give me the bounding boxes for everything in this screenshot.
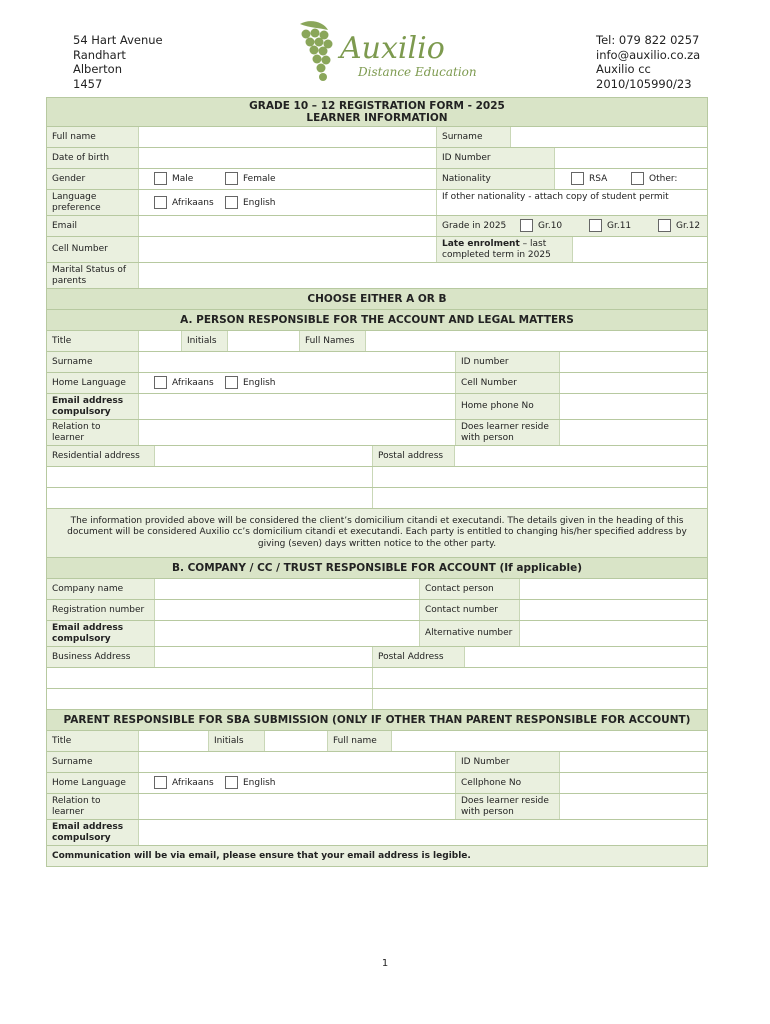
afrikaans-checkbox[interactable] (154, 196, 167, 209)
row-gender (46, 169, 708, 190)
row-a-address-2 (46, 467, 708, 488)
gender-label: Gender (47, 169, 139, 189)
female-label: Female (243, 174, 276, 184)
form-title-text: GRADE 10 – 12 REGISTRATION FORM - 2025 (249, 100, 505, 112)
b-postal-address-line3[interactable] (373, 689, 707, 709)
row-b-company (46, 579, 708, 600)
p-home-language-label: Home Language (47, 773, 139, 793)
a-full-names-field[interactable] (366, 331, 707, 351)
a-title-label: Title (47, 331, 139, 351)
other-nationality-checkbox[interactable] (631, 172, 644, 185)
registration-form (46, 97, 708, 867)
alternative-number-field[interactable] (520, 621, 707, 646)
residential-address-line2[interactable] (47, 467, 373, 487)
other-nationality-note: If other nationality - attach copy of student permit (442, 192, 669, 202)
postal-address-line2[interactable] (373, 467, 707, 487)
nationality-label: Nationality (437, 169, 555, 189)
grade-label (437, 216, 707, 236)
a-full-names-label: Full Names (300, 331, 366, 351)
contact-number-label: Contact number (420, 600, 520, 620)
domicilium-notice: The information provided above will be considered the client’s domicilium citandi et executandi. The details given in the heading of this document will be considered Auxilio cc’s domicilium citandi et executandi. Each party is entitled to changing his/her specified address by giving (seven) days written notice to the other party. (46, 509, 708, 558)
id-number-label: ID Number (437, 148, 555, 168)
registration-number-field[interactable] (155, 600, 420, 620)
company-name-label: Company name (47, 579, 155, 599)
marital-label-line: Marital Status of (52, 265, 127, 275)
row-email (46, 216, 708, 237)
a-email-label (47, 394, 139, 419)
language-options (139, 190, 437, 215)
address-line: Alberton (73, 62, 122, 76)
page-number: 1 (381, 958, 389, 969)
p-full-name-field[interactable] (392, 731, 707, 751)
a-relation-label (47, 420, 139, 445)
cell-number-field[interactable] (139, 237, 437, 262)
p-language-options (139, 773, 456, 793)
business-address-label: Business Address (47, 647, 155, 667)
residential-address-label: Residential address (47, 446, 155, 466)
surname-label: Surname (437, 127, 511, 147)
logo-tagline: Distance Education (358, 65, 477, 79)
a-relation-line: Relation to (52, 422, 101, 432)
row-marital (46, 263, 708, 289)
company-name-field[interactable] (155, 579, 420, 599)
contact-person-field[interactable] (520, 579, 707, 599)
logo-name: Auxilio (340, 31, 445, 66)
business-address-line2[interactable] (47, 668, 373, 688)
alternative-number-label: Alternative number (420, 621, 520, 646)
contact-email: info@auxilio.co.za (596, 47, 701, 62)
school-address (73, 33, 163, 91)
email-field[interactable] (139, 216, 437, 236)
female-checkbox[interactable] (225, 172, 238, 185)
row-dob (46, 148, 708, 169)
row-p-surname (46, 752, 708, 773)
language-label (47, 190, 139, 215)
form-subtitle: LEARNER INFORMATION (306, 112, 448, 124)
late-enrolment-line2: completed term in 2025 (442, 249, 551, 260)
row-a-address-3 (46, 488, 708, 509)
rsa-label: RSA (589, 174, 608, 184)
email-legibility-note: Communication will be via email, please ensure that your email address is legible. (46, 846, 708, 867)
a-cell-label: Cell Number (456, 373, 560, 393)
p-surname-field[interactable] (139, 752, 456, 772)
row-language (46, 190, 708, 216)
marital-status-field[interactable] (139, 263, 707, 288)
section-a-heading: A. PERSON RESPONSIBLE FOR THE ACCOUNT AND LEGAL MATTERS (46, 310, 708, 331)
afrikaans-label: Afrikaans (172, 198, 214, 208)
a-email-label-line: Email address (52, 396, 124, 406)
a-surname-field[interactable] (139, 352, 456, 372)
marital-status-label (47, 263, 139, 288)
dob-label: Date of birth (47, 148, 139, 168)
a-reside-label (456, 420, 560, 445)
b-postal-address-line2[interactable] (373, 668, 707, 688)
a-home-language-label: Home Language (47, 373, 139, 393)
business-address-field[interactable] (155, 647, 373, 667)
other-nationality-note-cell (437, 190, 707, 215)
a-reside-line: with person (461, 432, 514, 443)
a-language-options (139, 373, 456, 393)
p-english-checkbox[interactable] (225, 776, 238, 789)
a-initials-label: Initials (182, 331, 228, 351)
a-email-label-line: compulsory (52, 406, 111, 417)
english-checkbox[interactable] (225, 196, 238, 209)
residential-address-field[interactable] (155, 446, 373, 466)
nationality-options (555, 169, 707, 189)
b-email-field[interactable] (155, 621, 420, 646)
grade-10-label: Gr.10 (538, 221, 563, 231)
row-a-relation (46, 420, 708, 446)
marital-label-line: parents (52, 275, 87, 286)
p-relation-line: Relation to (52, 796, 101, 806)
residential-address-line3[interactable] (47, 488, 373, 508)
p-reside-line: with person (461, 806, 514, 817)
contact-person-label: Contact person (420, 579, 520, 599)
a-english-label: English (243, 378, 276, 388)
language-label-line: preference (52, 202, 101, 213)
p-email-label-line: compulsory (52, 832, 111, 843)
school-contact (596, 33, 700, 91)
grade-10-checkbox[interactable] (520, 219, 533, 232)
a-title-field[interactable] (139, 331, 182, 351)
a-home-phone-field[interactable] (560, 394, 707, 419)
b-email-label-line: compulsory (52, 633, 111, 644)
p-email-label (47, 820, 139, 845)
late-enrolment-rest: – last (519, 239, 547, 249)
a-initials-field[interactable] (228, 331, 300, 351)
p-relation-label (47, 794, 139, 819)
male-label: Male (172, 174, 194, 184)
full-name-field[interactable] (139, 127, 437, 147)
grade-11-checkbox[interactable] (589, 219, 602, 232)
p-id-field[interactable] (560, 752, 707, 772)
cell-number-label: Cell Number (47, 237, 139, 262)
registration-number: 2010/105990/23 (596, 76, 692, 91)
a-english-checkbox[interactable] (225, 376, 238, 389)
grade-12-label: Gr.12 (676, 221, 701, 231)
p-initials-field[interactable] (265, 731, 328, 751)
other-nationality-label: Other: (649, 174, 678, 184)
p-relation-field[interactable] (139, 794, 456, 819)
a-cell-field[interactable] (560, 373, 707, 393)
a-afrikaans-label: Afrikaans (172, 378, 214, 388)
dob-field[interactable] (139, 148, 437, 168)
p-cellphone-label: Cellphone No (456, 773, 560, 793)
a-surname-label: Surname (47, 352, 139, 372)
postal-address-field[interactable] (455, 446, 707, 466)
b-email-label (47, 621, 155, 646)
a-relation-field[interactable] (139, 420, 456, 445)
postal-address-label: Postal address (373, 446, 455, 466)
address-line: 1457 (73, 76, 103, 91)
row-a-title (46, 331, 708, 352)
id-number-field[interactable] (555, 148, 707, 168)
p-surname-label: Surname (47, 752, 139, 772)
p-english-label: English (243, 778, 276, 788)
address-line: Randhart (73, 47, 126, 62)
postal-address-line3[interactable] (373, 488, 707, 508)
a-id-label: ID number (456, 352, 560, 372)
row-a-email (46, 394, 708, 420)
p-email-label-line: Email address (52, 822, 124, 832)
business-address-line3[interactable] (47, 689, 373, 709)
a-id-field[interactable] (560, 352, 707, 372)
a-email-field[interactable] (139, 394, 456, 419)
contact-number-field[interactable] (520, 600, 707, 620)
p-afrikaans-label: Afrikaans (172, 778, 214, 788)
section-b-heading: B. COMPANY / CC / TRUST RESPONSIBLE FOR ACCOUNT (If applicable) (46, 558, 708, 579)
p-full-name-label: Full name (328, 731, 392, 751)
gender-options (139, 169, 437, 189)
row-a-language (46, 373, 708, 394)
p-relation-line: learner (52, 806, 85, 817)
row-b-address (46, 647, 708, 668)
p-title-label: Title (47, 731, 139, 751)
row-p-relation (46, 794, 708, 820)
p-cellphone-field[interactable] (560, 773, 707, 793)
a-relation-line: learner (52, 432, 85, 443)
a-afrikaans-checkbox[interactable] (154, 376, 167, 389)
male-checkbox[interactable] (154, 172, 167, 185)
row-b-email (46, 621, 708, 647)
row-b-address-2 (46, 668, 708, 689)
row-p-language (46, 773, 708, 794)
late-enrolment-label (437, 237, 573, 262)
p-afrikaans-checkbox[interactable] (154, 776, 167, 789)
a-reside-line: Does learner reside (461, 422, 549, 432)
surname-field[interactable] (511, 127, 707, 147)
row-a-address (46, 446, 708, 467)
row-a-surname (46, 352, 708, 373)
a-home-phone-label: Home phone No (456, 394, 560, 419)
b-postal-address-field[interactable] (465, 647, 707, 667)
row-p-email (46, 820, 708, 846)
full-name-label: Full name (47, 127, 139, 147)
registration-number-label: Registration number (47, 600, 155, 620)
row-b-registration (46, 600, 708, 621)
grape-bunch-icon (292, 18, 482, 88)
auxilio-logo (292, 18, 482, 88)
p-initials-label: Initials (209, 731, 265, 751)
b-postal-address-label: Postal Address (373, 647, 465, 667)
b-email-label-line: Email address (52, 623, 124, 633)
rsa-checkbox[interactable] (571, 172, 584, 185)
address-line: 54 Hart Avenue (73, 33, 163, 47)
a-reside-field[interactable] (560, 420, 707, 445)
late-enrolment-field[interactable] (573, 237, 707, 262)
company-name: Auxilio cc (596, 62, 651, 76)
email-label: Email (47, 216, 139, 236)
language-label-line: Language (52, 192, 97, 202)
english-label: English (243, 198, 276, 208)
row-p-title (46, 731, 708, 752)
contact-phone: Tel: 079 822 0257 (596, 33, 700, 47)
row-full-name (46, 127, 708, 148)
p-reside-label (456, 794, 560, 819)
choose-heading: CHOOSE EITHER A OR B (46, 289, 708, 310)
late-enrolment-bold: Late enrolment (442, 239, 520, 249)
p-reside-line: Does learner reside (461, 796, 549, 806)
p-id-label: ID Number (456, 752, 560, 772)
p-email-field[interactable] (139, 820, 707, 845)
row-cell (46, 237, 708, 263)
grade-11-label: Gr.11 (607, 221, 632, 231)
form-title (46, 97, 708, 127)
parent-sba-heading: PARENT RESPONSIBLE FOR SBA SUBMISSION (ONLY IF OTHER THAN PARENT RESPONSIBLE FOR ACCOUNT) (46, 710, 708, 731)
row-b-address-3 (46, 689, 708, 710)
grade-label-text: Grade in 2025 (442, 220, 507, 231)
p-title-field[interactable] (139, 731, 209, 751)
grade-12-checkbox[interactable] (658, 219, 671, 232)
p-reside-field[interactable] (560, 794, 707, 819)
